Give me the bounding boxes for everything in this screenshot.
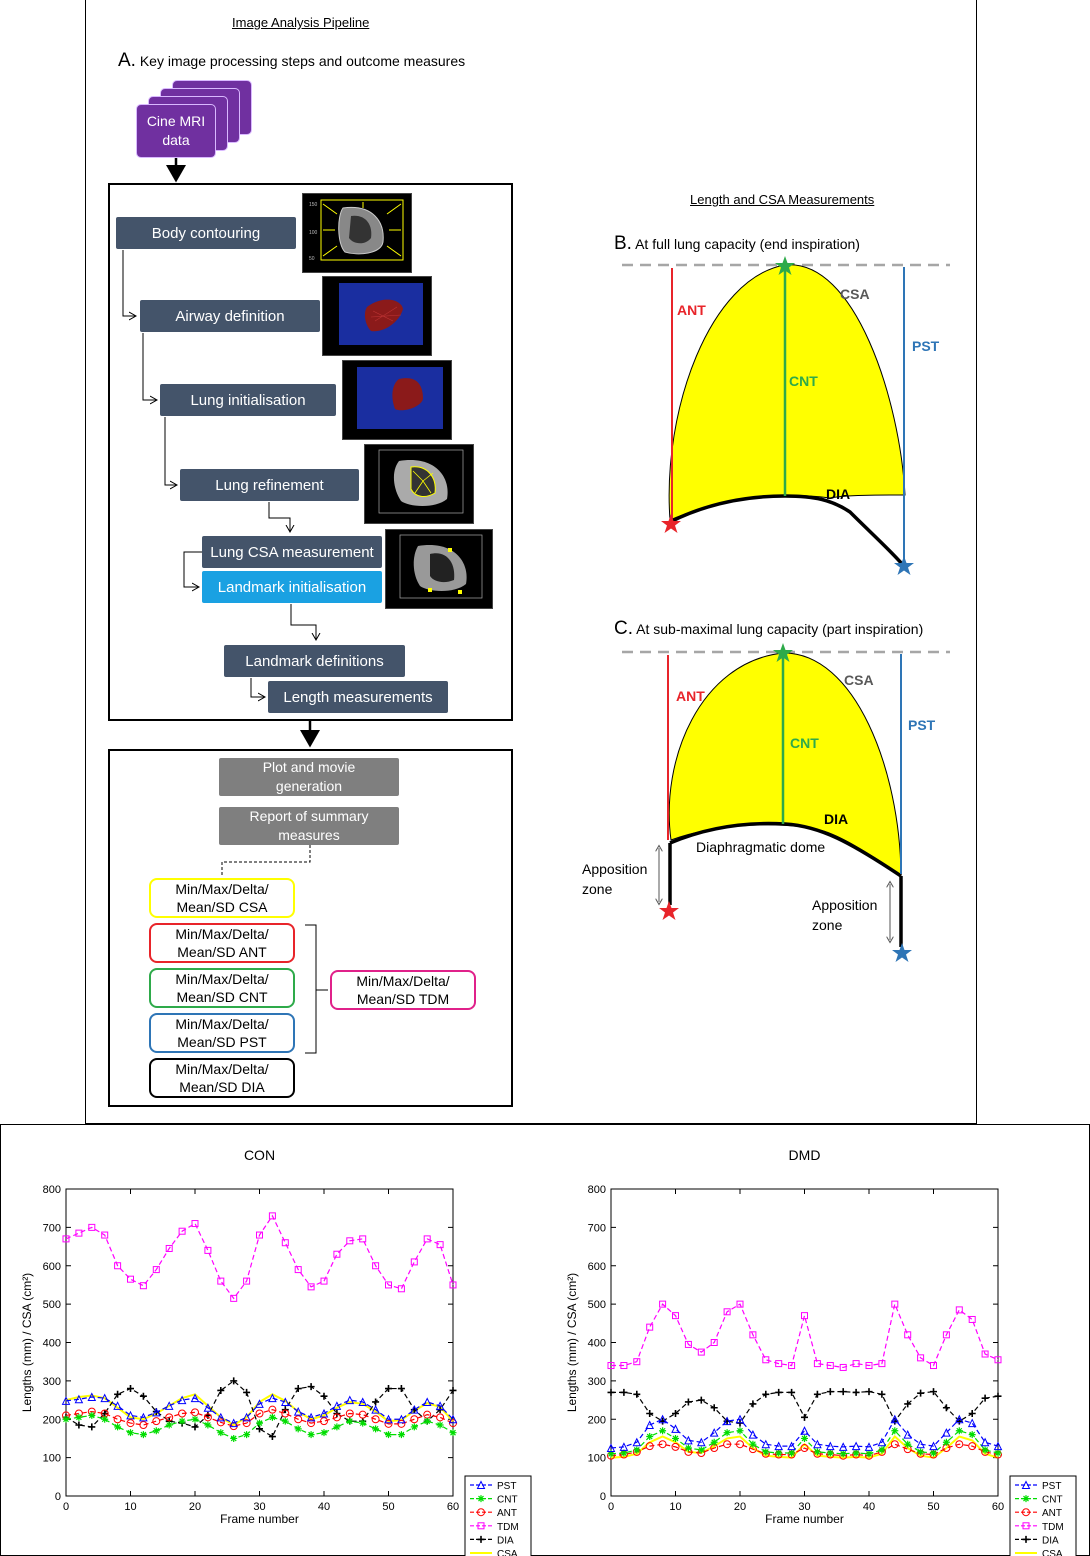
y-axis-label: Lengths (mm) / CSA (cm²) — [20, 1272, 34, 1413]
chart-title: CON — [243, 1147, 276, 1163]
data-point-cnt — [179, 1418, 186, 1425]
x-tick-label: 60 — [991, 1501, 1005, 1513]
data-point-cnt — [956, 1427, 963, 1434]
legend-label-ant: ANT — [497, 1508, 517, 1520]
x-axis-label: Frame number — [765, 1512, 844, 1526]
data-point-cnt — [982, 1446, 989, 1453]
output-report-line-2: measures — [278, 827, 340, 843]
data-point-dia — [127, 1385, 134, 1392]
data-point-cnt — [814, 1448, 821, 1455]
thumb-lung-refine — [364, 444, 474, 524]
data-point-cnt — [217, 1429, 224, 1436]
diagram-c-ant-star — [659, 901, 679, 920]
data-point-cnt — [775, 1450, 782, 1457]
metric-cnt-line-2: Mean/SD CNT — [176, 989, 268, 1005]
diagram-b-ant-label: ANT — [677, 302, 706, 318]
data-point-dia — [698, 1397, 705, 1404]
diagram-c — [570, 640, 970, 970]
y-tick-label: 700 — [42, 1222, 61, 1235]
data-point-dia — [788, 1389, 795, 1396]
x-tick-label: 0 — [607, 1501, 615, 1513]
x-tick-label: 10 — [124, 1501, 137, 1513]
series-tdm — [63, 1213, 456, 1302]
data-point-cnt — [801, 1435, 808, 1442]
data-point-dia — [775, 1389, 782, 1396]
data-point-dia — [114, 1391, 121, 1398]
metric-tdm — [330, 970, 476, 1010]
data-point-dia — [801, 1414, 808, 1421]
step-lung-csa-measurement: Lung CSA measurement — [202, 536, 382, 568]
data-point-tdm — [76, 1230, 82, 1236]
series-dia — [608, 1388, 1002, 1426]
diagram-b-pst-label: PST — [912, 338, 940, 354]
length-csa-title: Length and CSA Measurements — [690, 192, 875, 207]
data-point-cnt — [698, 1446, 705, 1453]
data-point-cnt — [633, 1446, 640, 1453]
legend-label-pst: PST — [497, 1481, 517, 1492]
metric-dia — [149, 1058, 295, 1098]
data-point-cnt — [256, 1420, 263, 1427]
data-point-dia — [762, 1391, 769, 1398]
data-point-cnt — [827, 1450, 834, 1457]
data-point-cnt — [659, 1427, 666, 1434]
data-point-cnt — [192, 1416, 199, 1423]
diagram-b-csa-label: CSA — [840, 286, 870, 302]
data-point-cnt — [437, 1422, 444, 1429]
data-point-cnt — [359, 1420, 366, 1427]
y-tick-label: 0 — [54, 1491, 61, 1503]
data-point-cnt — [114, 1423, 121, 1430]
section-c-letter: C. — [614, 618, 633, 639]
data-point-ant — [437, 1414, 444, 1421]
thumb-lung-init — [342, 360, 452, 440]
diagram-b-diaphragm — [670, 496, 903, 565]
data-point-dia — [295, 1385, 302, 1392]
plot-frame — [611, 1189, 998, 1496]
legend-label-dia: DIA — [1042, 1535, 1059, 1547]
data-point-dia — [943, 1404, 950, 1411]
data-point-cnt — [282, 1418, 289, 1425]
section-a-letter: A. — [118, 50, 136, 71]
apposition-right-line-1: Apposition — [812, 897, 878, 913]
data-point-cnt — [930, 1450, 937, 1457]
data-point-cnt — [724, 1429, 731, 1436]
y-tick-label: 500 — [42, 1299, 61, 1312]
data-point-dia — [878, 1391, 885, 1398]
y-tick-label: 300 — [42, 1375, 61, 1388]
data-point-tdm — [905, 1332, 911, 1338]
data-point-cnt — [891, 1427, 898, 1434]
metric-csa — [149, 878, 295, 918]
chart-title: DMD — [788, 1147, 821, 1163]
section-b-letter: B. — [614, 233, 632, 254]
output-plot-line-2: generation — [275, 778, 343, 794]
metric-pst — [149, 1013, 295, 1053]
data-point-cnt — [101, 1416, 108, 1423]
data-point-tdm — [398, 1286, 404, 1292]
metric-tdm-line-1: Min/Max/Delta/ — [356, 973, 450, 989]
y-tick-label: 200 — [587, 1414, 606, 1427]
legend — [465, 1476, 531, 1556]
legend-label-cnt: CNT — [1042, 1494, 1063, 1506]
legend-label-tdm: TDM — [497, 1521, 519, 1533]
legend-label-ant: ANT — [1042, 1508, 1062, 1520]
metric-ant — [149, 923, 295, 963]
data-point-pst — [801, 1427, 808, 1434]
x-tick-label: 20 — [188, 1501, 202, 1513]
data-point-cnt — [969, 1431, 976, 1438]
output-report — [219, 807, 399, 845]
data-point-dia — [853, 1389, 860, 1396]
series-pst — [608, 1416, 1002, 1452]
data-point-dia — [398, 1385, 405, 1392]
data-point-cnt — [308, 1431, 315, 1438]
data-point-ant — [153, 1418, 160, 1425]
data-point-cnt — [372, 1425, 379, 1432]
x-tick-label: 30 — [798, 1501, 811, 1513]
data-point-cnt — [904, 1441, 911, 1448]
step-lung-refinement: Lung refinement — [180, 469, 359, 501]
metric-csa-line-1: Min/Max/Delta/ — [175, 881, 269, 897]
x-tick-label: 10 — [669, 1501, 682, 1513]
data-point-pst — [982, 1439, 989, 1446]
legend-label-cnt: CNT — [497, 1494, 518, 1506]
pipeline-title: Image Analysis Pipeline — [232, 15, 370, 30]
thumb-body-contour — [302, 193, 412, 273]
diagram-c-pst-label: PST — [908, 717, 936, 733]
chart-con — [0, 1124, 545, 1556]
diagram-c-cnt-label: CNT — [790, 735, 819, 751]
section-c-heading — [614, 618, 923, 640]
y-tick-label: 800 — [42, 1184, 61, 1196]
y-axis-label: Lengths (mm) / CSA (cm²) — [565, 1272, 579, 1413]
diagram-c-pst-star — [892, 943, 912, 962]
data-point-tdm — [647, 1324, 653, 1330]
data-point-dia — [814, 1391, 821, 1398]
data-point-dia — [917, 1390, 924, 1397]
data-point-cnt — [321, 1429, 328, 1436]
data-point-cnt — [204, 1422, 211, 1429]
data-point-ant — [140, 1422, 147, 1429]
metric-ant-line-2: Mean/SD ANT — [177, 944, 267, 960]
y-tick-label: 100 — [42, 1452, 61, 1465]
legend-label-dia: DIA — [497, 1535, 514, 1547]
x-tick-label: 50 — [382, 1501, 395, 1513]
series-line-tdm — [66, 1216, 453, 1299]
svg-text:50: 50 — [309, 256, 315, 262]
data-point-cnt — [672, 1435, 679, 1442]
legend-marker-cnt — [1023, 1495, 1030, 1502]
diagram-c-ant-label: ANT — [676, 688, 705, 704]
output-plot-line-1: Plot and movie — [262, 759, 356, 775]
y-tick-label: 500 — [587, 1299, 606, 1312]
step-length-measurements: Length measurements — [268, 681, 448, 713]
metric-ant-line-1: Min/Max/Delta/ — [175, 926, 269, 942]
diagram-c-dome-label: Diaphragmatic dome — [696, 839, 826, 855]
cine-line-2: data — [162, 132, 190, 148]
thumb-airway — [322, 276, 432, 356]
diagram-b-dia-label: DIA — [826, 486, 851, 502]
series-tdm — [608, 1301, 1001, 1370]
y-tick-label: 800 — [587, 1184, 606, 1196]
data-point-cnt — [140, 1431, 147, 1438]
legend-label-csa: CSA — [1042, 1549, 1063, 1556]
data-point-tdm — [282, 1240, 288, 1246]
y-tick-label: 400 — [587, 1337, 606, 1350]
step-lung-initialisation: Lung initialisation — [160, 384, 336, 416]
diagram-b-cnt-label: CNT — [789, 373, 818, 389]
legend-label-tdm: TDM — [1042, 1521, 1064, 1533]
data-point-cnt — [411, 1423, 418, 1430]
x-tick-label: 30 — [253, 1501, 266, 1513]
y-tick-label: 200 — [42, 1414, 61, 1427]
data-point-cnt — [63, 1416, 70, 1423]
metric-tdm-line-2: Mean/SD TDM — [356, 991, 450, 1007]
metric-cnt-line-1: Min/Max/Delta/ — [175, 971, 269, 987]
legend — [1010, 1476, 1076, 1556]
data-point-cnt — [711, 1439, 718, 1446]
data-point-cnt — [995, 1450, 1002, 1457]
data-point-cnt — [346, 1418, 353, 1425]
data-point-pst — [424, 1398, 431, 1405]
data-point-cnt — [424, 1418, 431, 1425]
data-point-cnt — [269, 1414, 276, 1421]
x-axis-label: Frame number — [220, 1512, 299, 1526]
data-point-cnt — [385, 1431, 392, 1438]
y-tick-label: 700 — [587, 1222, 606, 1235]
data-point-dia — [620, 1389, 627, 1396]
data-point-tdm — [192, 1221, 198, 1227]
metric-dia-line-2: Mean/SD DIA — [179, 1079, 265, 1095]
data-point-cnt — [917, 1448, 924, 1455]
data-point-cnt — [866, 1450, 873, 1457]
data-point-dia — [840, 1388, 847, 1395]
data-point-cnt — [230, 1435, 237, 1442]
step-landmark-initialisation: Landmark initialisation — [202, 571, 382, 603]
data-point-cnt — [127, 1429, 134, 1436]
data-point-ant — [114, 1416, 121, 1423]
apposition-left-line-2: zone — [582, 881, 613, 897]
data-point-cnt — [295, 1425, 302, 1432]
data-point-cnt — [646, 1433, 653, 1440]
series-line-tdm — [611, 1304, 998, 1367]
data-point-dia — [995, 1393, 1002, 1400]
data-point-dia — [75, 1422, 82, 1429]
data-point-dia — [633, 1391, 640, 1398]
metric-pst-line-2: Mean/SD PST — [177, 1034, 267, 1050]
metric-csa-line-2: Mean/SD CSA — [176, 899, 268, 915]
data-point-dia — [646, 1410, 653, 1417]
data-point-tdm — [411, 1259, 417, 1265]
y-tick-label: 300 — [587, 1375, 606, 1388]
data-point-dia — [372, 1398, 379, 1405]
data-point-cnt — [153, 1427, 160, 1434]
series-cnt — [608, 1427, 1002, 1457]
data-point-cnt — [737, 1427, 744, 1434]
metric-cnt — [149, 968, 295, 1008]
x-tick-label: 20 — [733, 1501, 747, 1513]
metric-pst-line-1: Min/Max/Delta/ — [175, 1016, 269, 1032]
data-point-dia — [827, 1388, 834, 1395]
diagram-b — [600, 250, 970, 590]
section-b-text: At full lung capacity (end inspiration) — [635, 236, 860, 252]
data-point-cnt — [398, 1431, 405, 1438]
apposition-right-line-2: zone — [812, 917, 843, 933]
data-point-cnt — [685, 1445, 692, 1452]
output-plot-movie — [219, 758, 399, 796]
data-point-cnt — [333, 1423, 340, 1430]
x-tick-label: 0 — [62, 1501, 70, 1513]
legend-label-csa: CSA — [497, 1549, 518, 1556]
step-landmark-definitions: Landmark definitions — [224, 645, 405, 677]
x-tick-label: 40 — [317, 1501, 331, 1513]
data-point-ant — [891, 1441, 898, 1448]
data-point-dia — [321, 1393, 328, 1400]
chart-dmd — [545, 1124, 1090, 1556]
data-point-dia — [866, 1388, 873, 1395]
output-report-line-1: Report of summary — [249, 808, 369, 824]
data-point-cnt — [450, 1429, 457, 1436]
data-point-dia — [608, 1389, 615, 1396]
data-point-cnt — [749, 1441, 756, 1448]
data-point-cnt — [166, 1422, 173, 1429]
data-point-tdm — [437, 1242, 443, 1248]
data-point-cnt — [75, 1414, 82, 1421]
svg-text:100: 100 — [309, 230, 318, 236]
y-tick-label: 400 — [42, 1337, 61, 1350]
section-a-text: Key image processing steps and outcome measures — [139, 53, 466, 69]
data-point-dia — [711, 1404, 718, 1411]
apposition-left-line-1: Apposition — [582, 861, 648, 877]
data-point-dia — [192, 1423, 199, 1430]
data-point-cnt — [762, 1448, 769, 1455]
diagram-c-dia-label: DIA — [824, 811, 849, 827]
data-point-dia — [450, 1387, 457, 1394]
data-point-dia — [140, 1393, 147, 1400]
cine-line-1: Cine MRI — [146, 113, 206, 129]
legend-label-pst: PST — [1042, 1481, 1062, 1492]
data-point-cnt — [243, 1431, 250, 1438]
data-point-cnt — [788, 1450, 795, 1457]
step-airway-definition: Airway definition — [140, 300, 320, 332]
data-point-pst — [969, 1420, 976, 1427]
data-point-cnt — [878, 1446, 885, 1453]
data-point-dia — [269, 1433, 276, 1440]
data-point-dia — [88, 1423, 95, 1430]
y-tick-label: 100 — [587, 1452, 606, 1465]
data-point-dia — [969, 1410, 976, 1417]
data-point-cnt — [88, 1412, 95, 1419]
data-point-dia — [749, 1400, 756, 1407]
y-tick-label: 600 — [587, 1260, 606, 1273]
data-point-tdm — [205, 1247, 211, 1253]
metric-dia-line-1: Min/Max/Delta/ — [175, 1061, 269, 1077]
y-tick-label: 0 — [599, 1491, 606, 1503]
x-tick-label: 40 — [862, 1501, 876, 1513]
y-tick-label: 600 — [42, 1260, 61, 1273]
diagram-c-csa-label: CSA — [844, 672, 874, 688]
x-tick-label: 60 — [446, 1501, 460, 1513]
x-tick-label: 50 — [927, 1501, 940, 1513]
data-point-cnt — [943, 1439, 950, 1446]
data-point-cnt — [853, 1450, 860, 1457]
legend-marker-cnt — [478, 1495, 485, 1502]
step-body-contouring: Body contouring — [116, 217, 296, 249]
section-c-text: At sub-maximal lung capacity (part inspiration) — [636, 621, 924, 637]
thumb-landmarks — [385, 529, 493, 609]
svg-text:150: 150 — [309, 202, 318, 208]
data-point-cnt — [840, 1450, 847, 1457]
